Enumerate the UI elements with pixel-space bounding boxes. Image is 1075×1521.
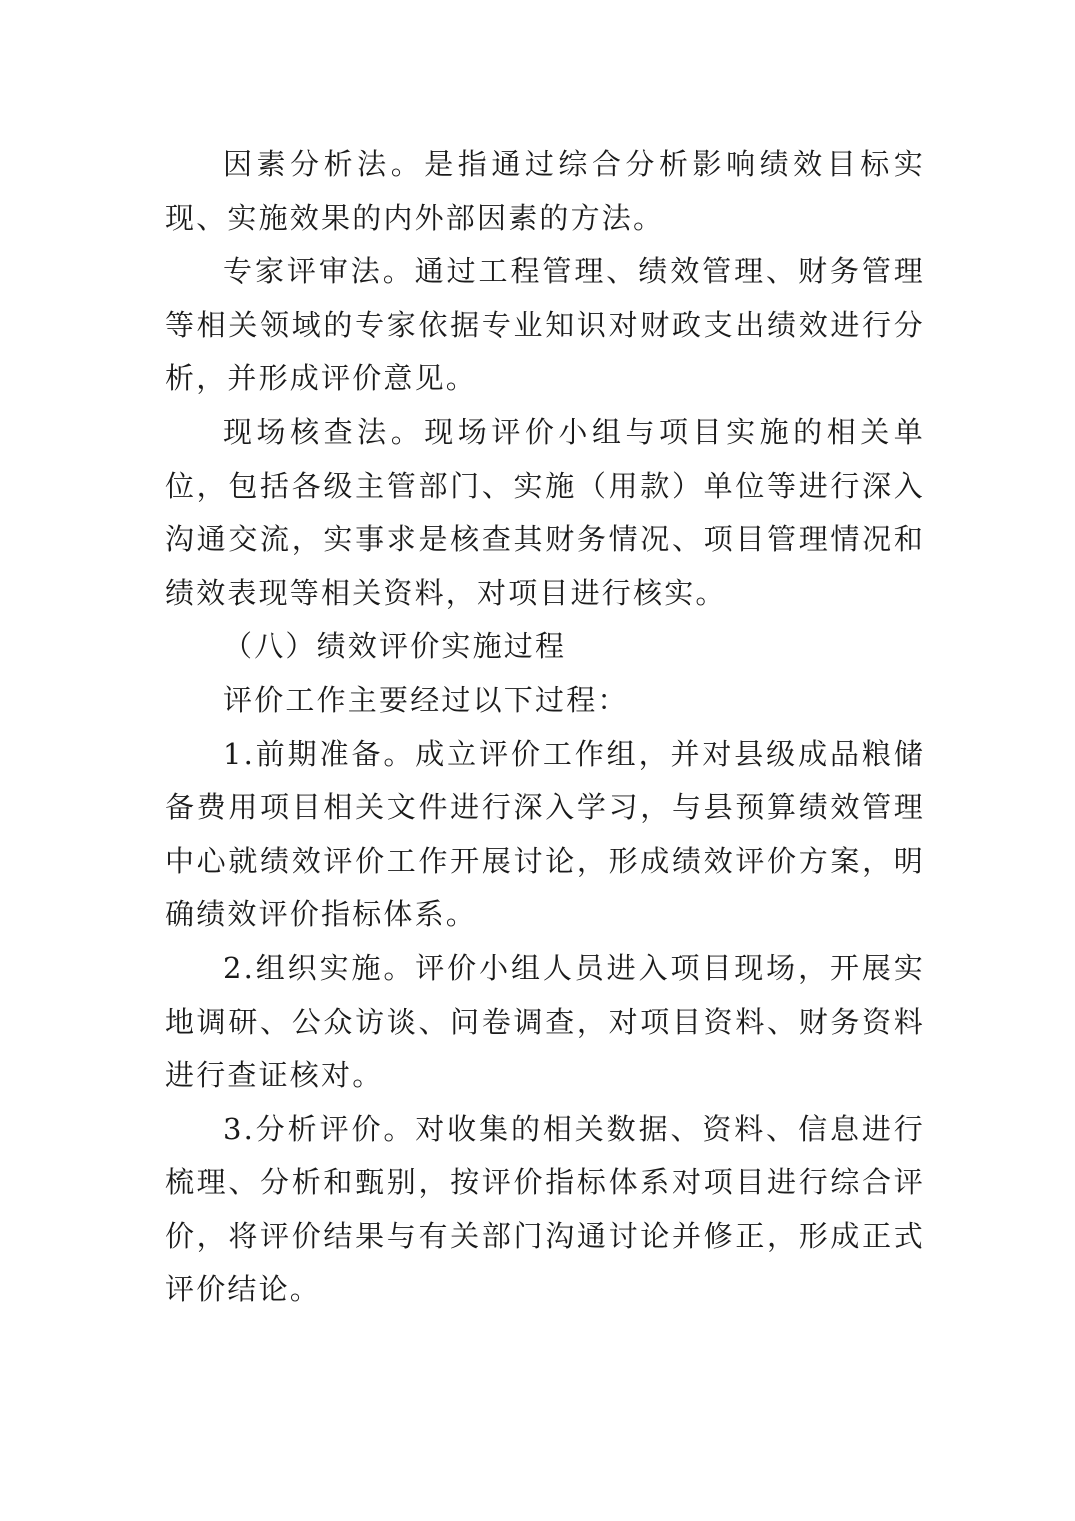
paragraph-process-intro: 评价工作主要经过以下过程： xyxy=(223,682,629,717)
document-body xyxy=(165,138,925,1317)
paragraph-step-2: 2.组织实施。评价小组人员进入项目现场，开展实地调研、公众访谈、问卷调查，对项目资料、财务资料进行查证核对。 xyxy=(165,950,925,1093)
paragraph-step-1: 1.前期准备。成立评价工作组，并对县级成品粮储备费用项目相关文件进行深入学习，与县预算绩效管理中心就绩效评价工作开展讨论，形成绩效评价方案，明确绩效评价指标体系。 xyxy=(165,736,925,932)
paragraph-factor-analysis: 因素分析法。是指通过综合分析影响绩效目标实现、实施效果的内外部因素的方法。 xyxy=(165,147,925,235)
paragraph-step-3: 3.分析评价。对收集的相关数据、资料、信息进行梳理、分析和甄别，按评价指标体系对项目进行综合评价，将评价结果与有关部门沟通讨论并修正，形成正式评价结论。 xyxy=(165,1111,925,1307)
paragraph-expert-review: 专家评审法。通过工程管理、绩效管理、财务管理等相关领域的专家依据专业知识对财政支出绩效进行分析，并形成评价意见。 xyxy=(165,254,925,396)
section-heading: （八）绩效评价实施过程 xyxy=(223,629,567,664)
paragraph-site-inspection: 现场核查法。现场评价小组与项目实施的相关单位，包括各级主管部门、实施（用款）单位等进行深入沟通交流，实事求是核查其财务情况、项目管理情况和绩效表现等相关资料，对项目进行核实。 xyxy=(165,414,925,610)
